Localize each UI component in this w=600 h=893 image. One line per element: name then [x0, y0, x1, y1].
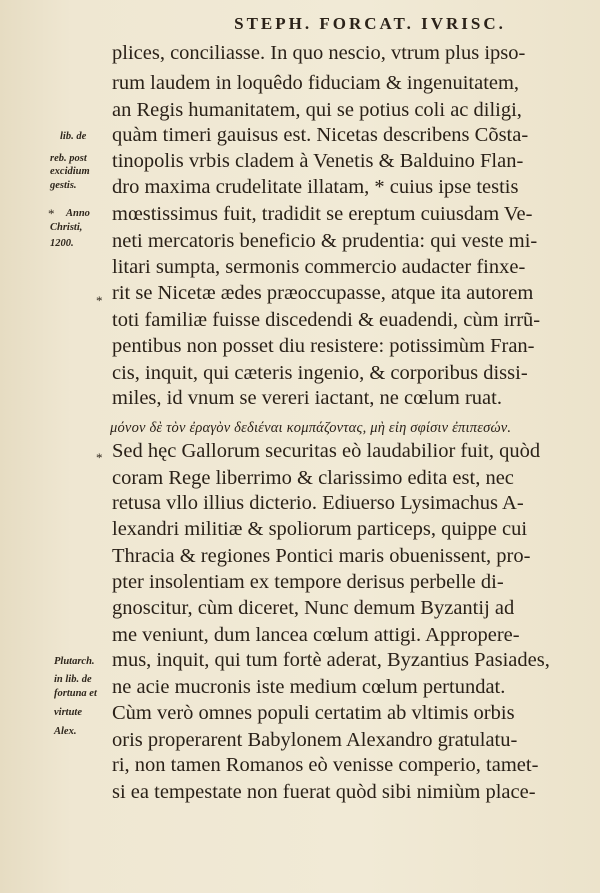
margin-note: excidium: [50, 166, 90, 177]
margin-note: gestis.: [50, 180, 77, 191]
text-line: rum laudem in loquêdo fiduciam & ingenuitatem,: [112, 72, 520, 94]
text-line: ri, non tamen Romanos eò venisse comperio, tamet-: [112, 754, 539, 776]
text-line: Cùm verò omnes populi certatim ab vltimis orbis: [112, 702, 515, 724]
text-line: mœstissimus fuit, tradidit se ereptum cuiusdam Ve-: [112, 203, 533, 225]
text-line: si ea tempestate non fuerat quòd sibi nimiùm place-: [112, 781, 536, 803]
margin-note: Christi,: [50, 222, 83, 233]
text-line: Thracia & regiones Pontici maris obuenissent, pro-: [112, 545, 531, 567]
text-line: pentibus non posset diu resistere: potissimùm Fran-: [112, 335, 535, 357]
text-line: Sed hęc Gallorum securitas eò laudabilior fuit, quòd: [112, 440, 541, 462]
text-line: an Regis humanitatem, qui se potius coli ac diligi,: [112, 99, 522, 121]
asterisk-mark: *: [96, 293, 103, 308]
text-line: gnoscitur, cùm diceret, Nunc demum Byzantij ad: [112, 597, 515, 619]
text-line: tinopolis vrbis cladem à Venetis & Balduino Flan-: [112, 150, 524, 172]
text-line: coram Rege liberrimo & clarissimo edita est, nec: [112, 467, 514, 489]
text-line: neti mercatoris beneficio & prudentia: qui veste mi-: [112, 230, 538, 252]
greek-quote-line: μόνον δὲ τὸν ἐραγὸν δεδιέναι κομπάζοντας, μὴ εἰη σφίσιν ἐπιπεσών.: [110, 420, 512, 436]
text-line: oris properarent Babylonem Alexandro gratulatu-: [112, 729, 518, 751]
margin-note: in lib. de: [54, 674, 92, 685]
margin-note: 1200.: [50, 238, 74, 249]
text-line: mus, inquit, qui tum fortè aderat, Byzantius Pasiades,: [112, 649, 550, 671]
text-line: litari sumpta, sermonis commercio audacter finxe-: [112, 256, 526, 278]
text-line: dro maxima crudelitate illatam, * cuius ipse testis: [112, 176, 519, 198]
text-line: quàm timeri gauisus est. Nicetas describens Cõsta-: [112, 124, 529, 146]
margin-note: lib. de: [60, 131, 87, 142]
text-line: miles, id vnum se vereri iactant, ne cœlum ruat.: [112, 387, 502, 409]
text-line: rit se Nicetæ ædes præoccupasse, atque ita autorem: [112, 282, 534, 304]
margin-note: reb. post: [50, 153, 87, 164]
asterisk-mark: *: [48, 206, 55, 221]
text-line: lexandri militiæ & spoliorum particeps, quippe cui: [112, 518, 528, 540]
running-head: STEPH. FORCAT. IVRISC.: [234, 14, 506, 33]
asterisk-mark: *: [96, 450, 103, 465]
text-line: toti familiæ fuisse discedendi & euadendi, cùm irrũ-: [112, 309, 541, 331]
text-line: me veniunt, dum lancea cœlum attigi. Appropere-: [112, 624, 520, 646]
text-line: pter insolentiam ex tempore derisus perbelle di-: [112, 571, 504, 593]
margin-note: virtute: [54, 707, 82, 718]
margin-note: Plutarch.: [54, 656, 95, 667]
margin-note: Alex.: [54, 726, 77, 737]
text-line: ne acie mucronis iste medium cœlum pertundat.: [112, 676, 506, 698]
text-line: retusa vllo illius dicterio. Ediuerso Lysimachus A-: [112, 492, 524, 514]
margin-note: Anno: [66, 208, 90, 219]
text-line: cis, inquit, qui cæteris ingenio, & corporibus dissi-: [112, 362, 528, 384]
margin-note: fortuna et: [54, 688, 97, 699]
text-line: plices, conciliasse. In quo nescio, vtrum plus ipso-: [112, 42, 526, 64]
